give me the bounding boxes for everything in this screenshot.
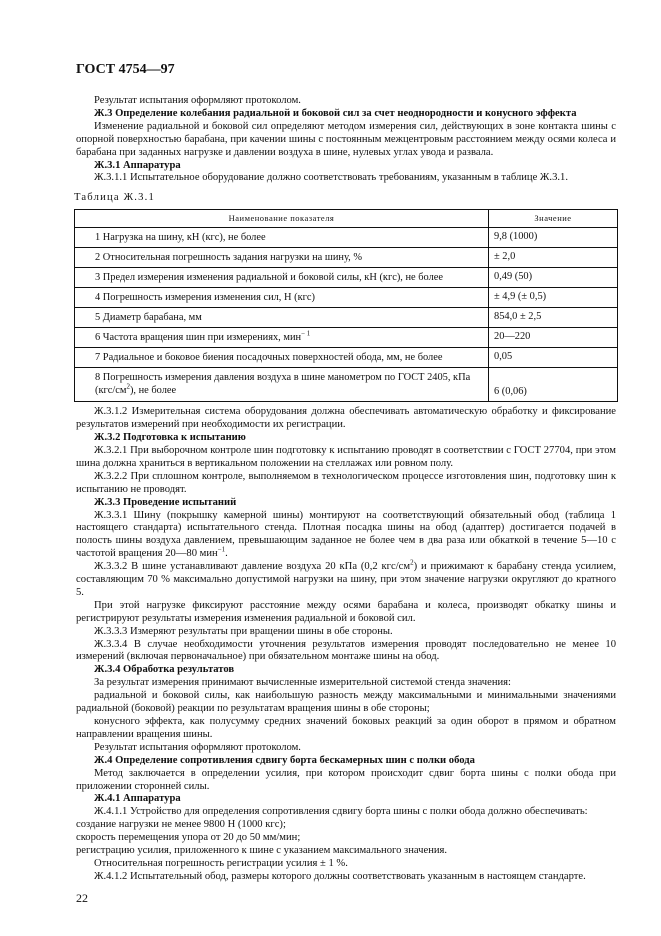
table-row [75,368,618,402]
list-item: скорость перемещения упора от 20 до 50 мм/мин; [76,832,301,844]
row-name [75,368,489,402]
requirements-table [74,209,618,402]
paragraph-end: . [225,548,228,560]
row-value: 0,05 [489,348,618,368]
row-name: 7 Радиальное и боковое биения посадочных поверхностей обода, мм, не более [75,348,489,368]
paragraph: Ж.3.2.1 При выборочном контроле шин подготовку к испытанию проводят в соответствии с ГОСТ 27704, при этом шина должна храниться в вертикальном положении на стеллажах или ровном полу. [76,444,616,469]
paragraph: Относительная погрешность регистрации усилия ± 1 %. [94,857,348,869]
paragraph: Результат испытания оформляют протоколом. [94,95,301,106]
section-heading: Ж.3 Определение колебания радиальной и боковой сил за счет неоднородности и конусного эффекта [94,107,577,119]
paragraph: Ж.4.1.2 Испытательный обод, размеры которого должны соответствовать указанным в настоящем стандарте. [94,870,586,882]
table-row [75,328,618,348]
paragraph: Ж.3.3.4 В случае необходимости уточнения результатов измерения проводят последовательно не менее 10 измерений (включая первоначальное) при обязательном монтаже шины на обод. [76,638,616,663]
paragraph: Ж.4.1.1 Устройство для определения сопротивления сдвигу борта шины с полки обода должно обеспечивать: [94,806,588,818]
paragraph: конусного эффекта, как полусумму средних значений боковых реакций за один оборот в прямом и обратном направлении вращения шины. [76,716,616,740]
paragraph-text: Ж.3.3.1 Шину (покрышку камерной шины) монтируют на соответствующий обязательный обод (таблица 1 настоящего стандарта) испытательного стенда. Плотная посадка шины на обод (адаптер) достигается подачей в полость шины воздуха давлением, превышающим заданное не более чем в два раза или обкаткой в течение 5—10 с частотой вращения 20—80 мин [76,509,616,560]
row-name: 3 Предел измерения изменения радиальной и боковой силы, кН (кгс), не более [75,268,489,288]
paragraph: Ж.3.3.3 Измеряют результаты при вращении шины в обе стороны. [94,625,393,637]
paragraph: Ж.3.1.2 Измерительная система оборудования должна обеспечивать автоматическую обработку и фиксирование результатов измерений при необходимости их регистрации. [76,406,616,431]
paragraph: Ж.3.1.1 Испытательное оборудование должно соответствовать требованиям, указанным в таблице Ж.3.1. [94,172,568,184]
row-name-end: ), не более [129,384,177,396]
table-row [75,288,618,308]
row-name: 5 Диаметр барабана, мм [75,308,489,328]
table-caption: Таблица Ж.3.1 [74,192,155,204]
table-row [75,228,618,248]
row-value: 9,8 (1000) [489,228,618,248]
table-row [75,308,618,328]
row-value: 20—220 [489,328,618,348]
list-item: регистрацию усилия, приложенного к шине с указанием максимального значения. [76,845,448,857]
table-row [75,268,618,288]
row-name: 2 Относительная погрешность задания нагрузки на шину, % [75,248,489,268]
row-name: 1 Нагрузка на шину, кН (кгс), не более [75,228,489,248]
section-heading: Ж.4 Определение сопротивления сдвигу борта бескамерных шин с полки обода [94,754,475,766]
paragraph [76,558,617,600]
paragraph [76,510,616,562]
document-header: ГОСТ 4754—97 [76,62,175,77]
list-item: создание нагрузки не менее 9800 Н (1000 кгс); [76,819,286,831]
row-value: 6 (0,06) [489,368,618,402]
paragraph-end: ) и прижимают к барабану стенда усилием, составляющим 70 % максимально допустимой нагрузки на шину, при этом значение нагрузки округляют до кратного 5. [76,561,617,598]
column-header-value: Значение [489,210,618,228]
row-name-text: 6 Частота вращения шин при измерениях, мин [95,331,302,343]
superscript: 2 [410,558,414,567]
paragraph: Изменение радиальной и боковой сил определяют методом измерения сил, действующих в зоне контакта шины с опорной поверхностью барабана, при качении шины с постоянным межцентровым расстоянием между осями колеса и барабана при заданных нагрузке и давлении воздуха в шине, нулевых углах увода и развала. [76,120,616,158]
paragraph: При этой нагрузке фиксируют расстояние между осями барабана и колеса, производят обкатку шины и регистрируют результаты измерения изменения радиальной и боковой сил. [76,599,616,624]
paragraph: Результат испытания оформляют протоколом. [94,741,301,753]
row-value: ± 2,0 [489,248,618,268]
subsection-heading: Ж.3.3 Проведение испытаний [94,496,237,508]
subsection-heading: Ж.3.4 Обработка результатов [94,664,235,676]
subsection-heading: Ж.3.2 Подготовка к испытанию [94,432,246,444]
paragraph: Ж.3.2.2 При сплошном контроле, выполняемом в технологическом процессе изготовления шин, подготовку шин к испытанию не проводят. [76,470,616,495]
row-name-superscript: 2 [126,382,130,391]
paragraph: радиальной и боковой силы, как наибольшую разность между максимальными и минимальными значениями радиальной (боковой) реакции по результатам вращения шины в обе стороны; [76,690,616,715]
document-body [76,95,616,884]
page-number: 22 [76,891,88,905]
row-name [75,328,489,348]
row-value: 854,0 ± 2,5 [489,308,618,328]
superscript: −1 [217,545,226,554]
paragraph-text: Ж.3.3.2 В шине устанавливают давление воздуха 20 кПа (0,2 кгс/см [94,561,411,573]
paragraph: За результат измерения принимают вычисленные измерительной системой стенда значения: [94,677,511,689]
row-name-superscript: − 1 [301,329,311,338]
subsection-heading: Ж.4.1 Аппаратура [94,793,181,805]
row-name-text: 8 Погрешность измерения давления воздуха в шине манометром по ГОСТ 2405, кПа (кгс/см [95,372,471,396]
table-row [75,248,618,268]
column-header-name: Наименование показателя [75,210,489,228]
table-header-row [75,210,618,228]
row-name: 4 Погрешность измерения изменения сил, Н (кгс) [75,288,489,308]
subsection-heading: Ж.3.1 Аппаратура [94,159,181,171]
paragraph: Метод заключается в определении усилия, при котором происходит сдвиг борта шины с полки обода при приложении сторонней силы. [76,767,616,792]
row-value: ± 4,9 (± 0,5) [489,288,618,308]
row-value: 0,49 (50) [489,268,618,288]
table-row [75,348,618,368]
